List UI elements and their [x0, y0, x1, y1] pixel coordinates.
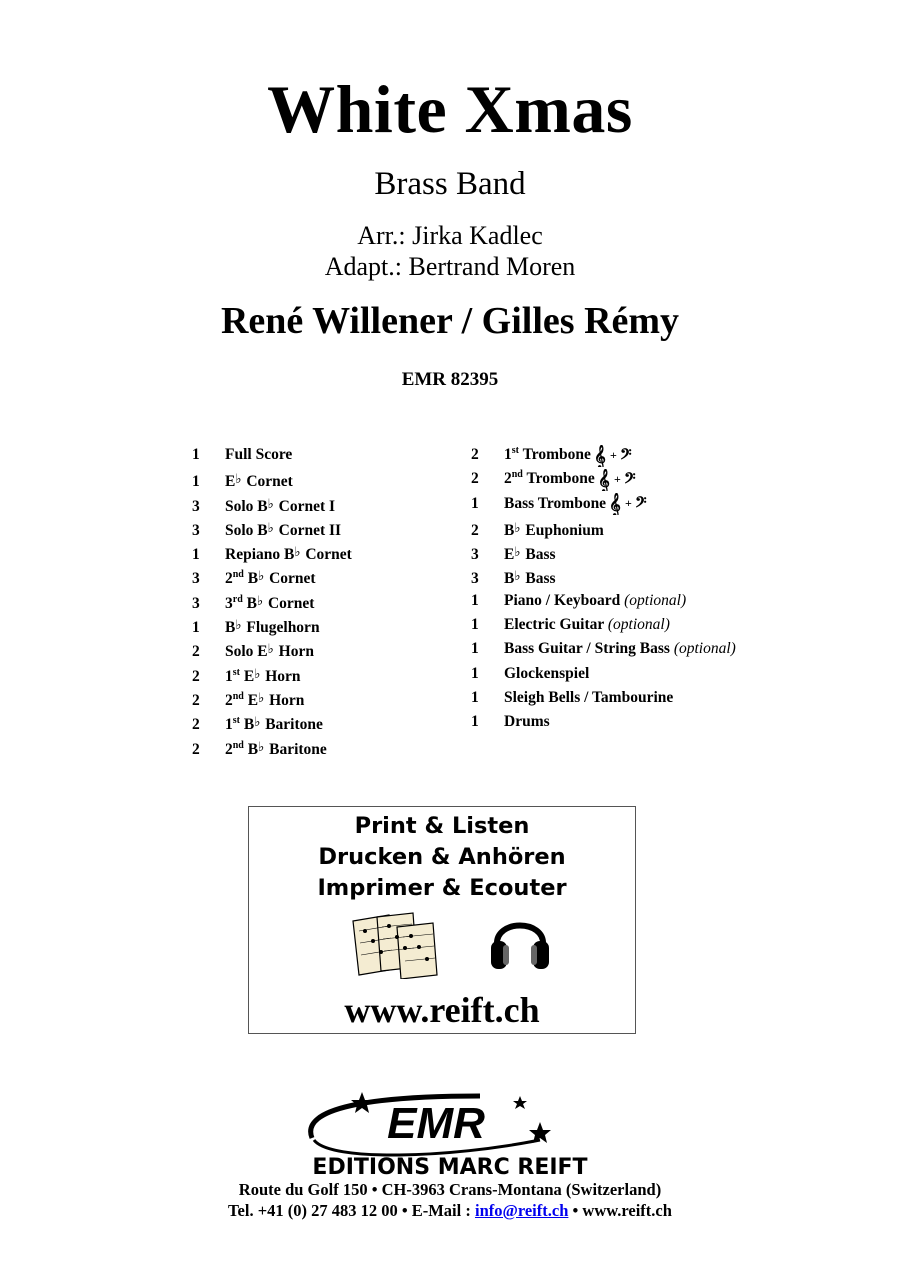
svg-text:𝄢: 𝄢 [635, 494, 647, 516]
flat-icon: ♭ [235, 471, 242, 487]
part-row [192, 589, 352, 613]
flat-icon: ♭ [514, 544, 521, 560]
part-quantity: 2 [471, 446, 479, 463]
part-name: 1st E♭ Horn [225, 665, 301, 685]
svg-text:+: + [625, 496, 632, 511]
optional-note: (optional) [673, 640, 736, 658]
part-name: E♭ Cornet [225, 471, 293, 491]
part-name: B♭ Euphonium [504, 519, 604, 539]
flat-icon: ♭ [267, 519, 274, 535]
part-quantity: 1 [471, 616, 479, 634]
parts-list-right [471, 443, 736, 735]
emr-logo [250, 1088, 650, 1180]
flat-icon: ♭ [254, 714, 261, 730]
part-name: Bass Trombone [504, 494, 607, 512]
flat-icon: ♭ [235, 617, 242, 633]
flat-icon: ♭ [258, 689, 265, 705]
part-name: Electric Guitar (optional) [504, 616, 670, 634]
part-row [471, 589, 736, 613]
part-quantity: 3 [192, 521, 200, 539]
part-row [471, 637, 736, 661]
part-row [471, 443, 736, 467]
svg-text:𝄢: 𝄢 [619, 445, 632, 467]
part-quantity: 3 [192, 594, 200, 612]
flat-icon: ♭ [258, 738, 265, 754]
part-name: Solo B♭ Cornet I [225, 495, 336, 515]
arranger-credit: Arr.: Jirka Kadlec [357, 221, 543, 250]
svg-text:𝄞: 𝄞 [609, 493, 621, 516]
promo-url: www.reift.ch [344, 990, 540, 1030]
part-quantity: 2 [471, 521, 479, 539]
flat-icon: ♭ [514, 568, 521, 584]
part-quantity: 1 [471, 591, 479, 609]
part-row [192, 467, 352, 491]
optional-note: (optional) [624, 591, 687, 609]
part-row [192, 516, 352, 540]
part-row [192, 492, 352, 516]
headphones-icon [489, 907, 551, 973]
svg-text:+: + [613, 472, 621, 487]
part-name: 2nd B♭ Baritone [225, 738, 327, 758]
composer-credit: René Willener / Gilles Rémy [220, 300, 680, 342]
part-name: Drums [504, 713, 550, 731]
part-row [471, 613, 736, 637]
part-name: 1st Trombone [504, 445, 591, 463]
part-row [471, 467, 736, 491]
part-quantity: 1 [192, 473, 200, 491]
part-quantity: 1 [471, 664, 479, 682]
part-row [471, 662, 736, 686]
part-name: Solo B♭ Cornet II [225, 519, 342, 539]
contact-web: • www.reift.ch [568, 1201, 672, 1220]
part-name: 2nd B♭ Cornet [225, 568, 316, 588]
promo-line-en: Print & Listen [354, 813, 530, 839]
part-row [471, 710, 736, 734]
promo-line-fr: Imprimer & Ecouter [317, 875, 567, 901]
clef-icons [594, 443, 644, 467]
part-name: Full Score [225, 446, 293, 463]
clef-icons [598, 468, 648, 492]
promo-line-de: Drucken & Anhören [318, 844, 566, 870]
svg-text:𝄞: 𝄞 [593, 444, 606, 467]
page-title: White Xmas [267, 71, 633, 147]
flat-icon: ♭ [258, 568, 265, 584]
part-quantity: 2 [192, 643, 200, 661]
part-row [192, 637, 352, 661]
adapter-credit: Adapt.: Bertrand Moren [324, 252, 576, 281]
print-listen-box [248, 806, 636, 1034]
flat-icon: ♭ [514, 519, 521, 535]
flat-icon: ♭ [256, 592, 264, 608]
part-quantity: 2 [192, 740, 200, 758]
publisher-name: EDITIONS MARC REIFT [312, 1155, 588, 1180]
part-row [192, 735, 352, 759]
part-name: Bass Guitar / String Bass (optional) [504, 640, 736, 658]
email-link[interactable]: info@reift.ch [474, 1201, 569, 1220]
svg-text:𝄞: 𝄞 [597, 469, 610, 492]
part-quantity: 2 [192, 716, 200, 734]
part-name: Glockenspiel [504, 664, 590, 682]
part-quantity: 1 [471, 640, 479, 658]
flat-icon: ♭ [294, 544, 301, 560]
part-name: Piano / Keyboard (optional) [504, 591, 687, 609]
flat-icon: ♭ [267, 641, 274, 657]
part-row [471, 686, 736, 710]
part-quantity: 1 [192, 619, 200, 637]
part-row [192, 662, 352, 686]
part-quantity: 1 [192, 546, 200, 564]
contact-tel: Tel. +41 (0) 27 483 12 00 • E-Mail : [228, 1201, 475, 1220]
publisher-contact [0, 1201, 900, 1221]
part-quantity: 2 [192, 691, 200, 709]
part-name: 2nd Trombone [504, 469, 595, 488]
part-quantity: 1 [471, 713, 479, 731]
part-row [192, 613, 352, 637]
part-row [471, 492, 736, 516]
part-row [192, 710, 352, 734]
logo-text: EMR [387, 1099, 485, 1148]
part-name: 2nd E♭ Horn [225, 689, 305, 709]
part-quantity: 2 [192, 667, 200, 685]
part-quantity: 3 [471, 570, 479, 588]
part-row [192, 686, 352, 710]
part-row [471, 540, 736, 564]
sheet-music-icon [349, 911, 441, 979]
part-quantity: 3 [192, 497, 200, 515]
part-name: Repiano B♭ Cornet [225, 544, 352, 564]
part-name: 1st B♭ Baritone [225, 714, 323, 734]
part-quantity: 1 [471, 688, 479, 706]
flat-icon: ♭ [267, 495, 274, 511]
optional-note: (optional) [607, 616, 670, 634]
part-quantity: 3 [471, 546, 479, 564]
part-name: B♭ Bass [504, 568, 556, 588]
part-name: 3rd B♭ Cornet [225, 592, 315, 612]
clef-icons [609, 492, 659, 516]
ensemble-subtitle: Brass Band [374, 166, 526, 202]
part-row [192, 540, 352, 564]
part-row [471, 516, 736, 540]
part-name: B♭ Flugelhorn [225, 617, 320, 637]
part-name: Sleigh Bells / Tambourine [504, 688, 674, 706]
part-name: Solo E♭ Horn [225, 641, 314, 661]
part-quantity: 1 [471, 494, 479, 512]
parts-list-left [192, 443, 352, 759]
publisher-address: Route du Golf 150 • CH-3963 Crans-Montana (Switzerland) [238, 1180, 662, 1199]
svg-text:+: + [609, 447, 617, 462]
catalog-number: EMR 82395 [401, 369, 499, 390]
part-quantity: 1 [192, 446, 200, 463]
part-row [471, 564, 736, 588]
part-quantity: 3 [192, 570, 200, 588]
part-row [192, 443, 352, 467]
part-name: E♭ Bass [504, 544, 556, 564]
svg-text:𝄢: 𝄢 [623, 470, 636, 492]
part-quantity: 2 [471, 470, 479, 488]
part-row [192, 564, 352, 588]
flat-icon: ♭ [254, 665, 261, 681]
